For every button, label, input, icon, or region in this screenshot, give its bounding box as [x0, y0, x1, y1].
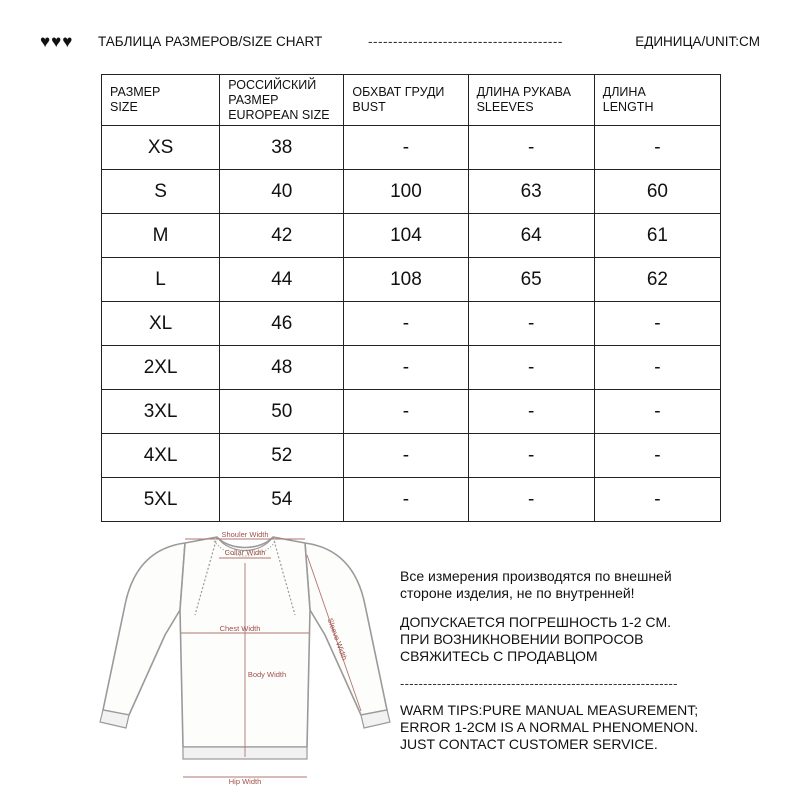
header-russian-size: РОССИЙСКИЙ РАЗМЕР EUROPEAN SIZE — [220, 75, 344, 126]
cell-size: XL — [102, 302, 220, 346]
cell-bust: - — [344, 478, 468, 522]
table-row — [102, 170, 721, 214]
table-row — [102, 214, 721, 258]
cell-european-size: 54 — [220, 478, 344, 522]
shoulder-width-label: Shouler Width — [221, 530, 269, 539]
cell-sleeves: - — [468, 434, 594, 478]
cell-size: 2XL — [102, 346, 220, 390]
cell-sleeves: 65 — [468, 258, 594, 302]
cell-size: 3XL — [102, 390, 220, 434]
cell-european-size: 38 — [220, 126, 344, 170]
cell-sleeves: - — [468, 302, 594, 346]
cell-length: 60 — [594, 170, 720, 214]
chart-header — [40, 30, 760, 56]
header-bust: ОБХВАТ ГРУДИ BUST — [344, 75, 468, 126]
header-length: ДЛИНА LENGTH — [594, 75, 720, 126]
table-row — [102, 434, 721, 478]
body-width-label: Body Width — [247, 670, 287, 679]
cell-sleeves: 64 — [468, 214, 594, 258]
cell-sleeves: - — [468, 390, 594, 434]
cell-length: 61 — [594, 214, 720, 258]
header-sleeves: ДЛИНА РУКАВА SLEEVES — [468, 75, 594, 126]
chest-width-label: Chest Width — [219, 624, 261, 633]
size-table — [101, 74, 721, 522]
hip-width-label: Hip Width — [228, 777, 262, 786]
header-size: РАЗМЕР SIZE — [102, 75, 220, 126]
table-row — [102, 478, 721, 522]
cell-length: - — [594, 126, 720, 170]
cell-european-size: 42 — [220, 214, 344, 258]
cell-bust: - — [344, 434, 468, 478]
table-row — [102, 302, 721, 346]
chart-title: ТАБЛИЦА РАЗМЕРОВ/SIZE CHART — [98, 34, 323, 49]
measurement-notes — [400, 568, 740, 753]
note-russian-tolerance: ДОПУСКАЕТСЯ ПОГРЕШНОСТЬ 1-2 CM. ПРИ ВОЗНИКНОВЕНИИ ВОПРОСОВ СВЯЖИТЕСЬ С ПРОДАВЦОМ — [400, 614, 672, 664]
unit-label: ЕДИНИЦА/UNIT:CM — [635, 34, 760, 49]
sweatshirt-diagram — [95, 525, 395, 790]
cell-sleeves: - — [468, 478, 594, 522]
cell-european-size: 40 — [220, 170, 344, 214]
cell-size: 4XL — [102, 434, 220, 478]
cell-length: - — [594, 434, 720, 478]
cell-length: - — [594, 302, 720, 346]
cell-size: XS — [102, 126, 220, 170]
cell-sleeves: 63 — [468, 170, 594, 214]
cell-bust: 108 — [344, 258, 468, 302]
cell-length: - — [594, 390, 720, 434]
cell-bust: 104 — [344, 214, 468, 258]
cell-sleeves: - — [468, 346, 594, 390]
table-row — [102, 390, 721, 434]
cell-european-size: 46 — [220, 302, 344, 346]
cell-european-size: 44 — [220, 258, 344, 302]
cell-bust: 100 — [344, 170, 468, 214]
collar-width-label: Collar Width — [224, 548, 266, 557]
cell-european-size: 48 — [220, 346, 344, 390]
notes-divider: ------------------------------------------------------------ — [400, 676, 678, 691]
table-row — [102, 258, 721, 302]
cell-length: - — [594, 478, 720, 522]
sweatshirt-diagram-svg — [95, 525, 395, 790]
sleeve-width-label: Sleeve Width — [325, 616, 350, 662]
note-english-tips: WARM TIPS:PURE MANUAL MEASUREMENT; ERROR 1-2CM IS A NORMAL PHENOMENON. JUST CONTACT CUSTOMER SERVICE. — [400, 702, 699, 752]
cell-bust: - — [344, 390, 468, 434]
cell-size: 5XL — [102, 478, 220, 522]
cell-bust: - — [344, 346, 468, 390]
header-divider: --------------------------------------- — [368, 34, 563, 49]
cell-size: L — [102, 258, 220, 302]
hearts-icon: ♥♥♥ — [40, 32, 74, 51]
cell-bust: - — [344, 302, 468, 346]
cell-length: 62 — [594, 258, 720, 302]
cell-european-size: 50 — [220, 390, 344, 434]
cell-size: S — [102, 170, 220, 214]
table-row — [102, 346, 721, 390]
note-russian-measure: Все измерения производятся по внешней стороне изделия, не по внутренней! — [400, 568, 672, 601]
cell-bust: - — [344, 126, 468, 170]
table-header-row — [102, 75, 721, 126]
cell-sleeves: - — [468, 126, 594, 170]
cell-length: - — [594, 346, 720, 390]
cell-european-size: 52 — [220, 434, 344, 478]
table-row — [102, 126, 721, 170]
cell-size: M — [102, 214, 220, 258]
